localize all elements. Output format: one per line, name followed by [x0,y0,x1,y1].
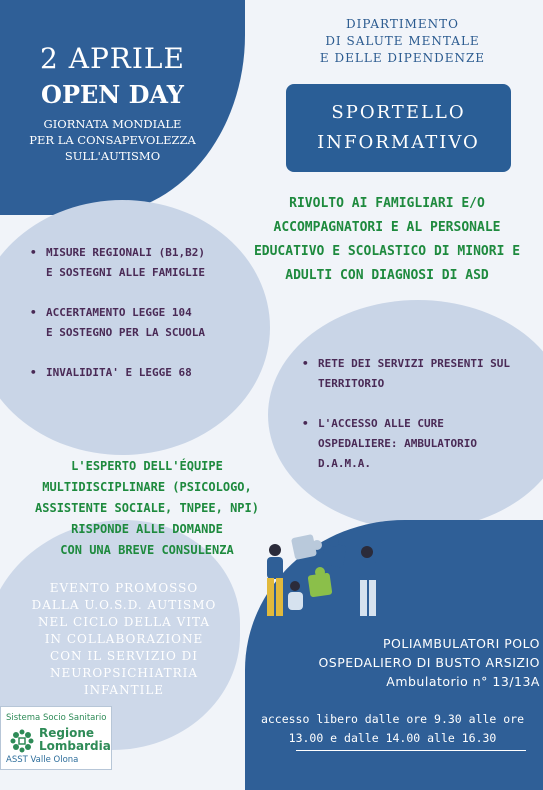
topic-line: E SOSTEGNO PER LA SCUOLA [46,326,205,339]
topic-line: • ACCERTAMENTO LEGGE 104 [46,306,192,319]
location-line: POLIAMBULATORI POLO [383,636,540,651]
expert-text [22,456,272,561]
expert-line: RISPONDE ALLE DOMANDE [71,522,223,536]
promoter-line: EVENTO PROMOSSO [49,581,199,595]
puzzle-team-illustration [255,530,390,635]
expert-line: MULTIDISCIPLINARE (PSICOLOGO, [42,480,252,494]
sportello-line: INFORMATIVO [317,132,480,153]
subtitle-line: GIORNATA MONDIALE [43,117,182,131]
event-title: OPEN DAY [41,80,184,109]
access-hours-text [250,710,535,748]
sportello-banner [286,84,511,172]
logo-top-text: Sistema Socio Sanitario [6,713,107,723]
list-item [300,354,530,394]
topics-left-list [28,243,258,403]
subtitle-line: PER LA CONSAPEVOLEZZA [29,133,196,147]
access-line: 13.00 e dalle 14.00 alle 16.30 [288,731,497,745]
expert-line: ASSISTENTE SOCIALE, TNPEE, NPI) [35,501,259,515]
topic-line: D.A.M.A. [318,457,371,470]
audience-line: ADULTI CON DIAGNOSI DI ASD [285,268,489,283]
expert-line: L'ESPERTO DELL'ÉQUIPE [71,459,223,473]
subtitle-line: SULL'AUTISMO [64,149,161,163]
divider [296,750,526,751]
topic-line: E SOSTEGNI ALLE FAMIGLIE [46,266,205,279]
promoter-line: IN COLLABORAZIONE [44,632,204,646]
audience-line: RIVOLTO AI FAMIGLIARI E/O [289,196,485,211]
sportello-line: SPORTELLO [331,102,466,123]
topic-line: • L'ACCESSO ALLE CURE [318,417,444,430]
logo-name-line: Regione [39,726,95,740]
rosa-camuna-icon [10,729,34,753]
topic-line: • RETE DEI SERVIZI PRESENTI SUL [318,357,511,370]
audience-line: EDUCATIVO E SCOLASTICO DI MINORI E [253,244,521,259]
event-subtitle [10,116,215,164]
logo-bottom-text: ASST Valle Olona [6,755,79,765]
promoter-line: NEUROPSICHIATRIA INFANTILE [49,666,199,697]
department-heading [290,16,515,67]
regione-lombardia-logo [0,706,112,770]
logo-name [39,727,111,753]
promoter-line: NEL CICLO DELLA VITA [38,615,210,629]
list-item [300,414,530,474]
list-item [28,363,258,383]
promoter-text [8,580,240,699]
topic-line: • INVALIDITA' E LEGGE 68 [46,366,192,379]
audience-line: ACCOMPAGNATORI E AL PERSONALE [273,220,501,235]
access-line: accesso libero dalle ore 9.30 alle ore [260,712,525,726]
promoter-line: CON IL SERVIZIO DI [50,649,198,663]
department-line: DIPARTIMENTO [346,17,459,31]
logo-name-line: Lombardia [39,739,111,753]
topic-line: OSPEDALIERE: AMBULATORIO [318,437,477,450]
event-date: 2 APRILE [40,42,185,75]
location-text [300,634,540,691]
promoter-line: DALLA U.O.S.D. AUTISMO [31,598,217,612]
department-line: E DELLE DIPENDENZE [319,51,486,65]
expert-line: CON UNA BREVE CONSULENZA [60,543,234,557]
target-audience-text [242,192,532,288]
list-item [28,303,258,343]
location-line: Ambulatorio n° 13/13A [386,674,540,689]
topics-right-list [300,354,530,494]
department-line: DI SALUTE MENTALE [325,34,480,48]
list-item [28,243,258,283]
location-line: OSPEDALIERO DI BUSTO ARSIZIO [318,655,540,670]
topic-line: TERRITORIO [318,377,385,390]
topic-line: • MISURE REGIONALI (B1,B2) [46,246,205,259]
